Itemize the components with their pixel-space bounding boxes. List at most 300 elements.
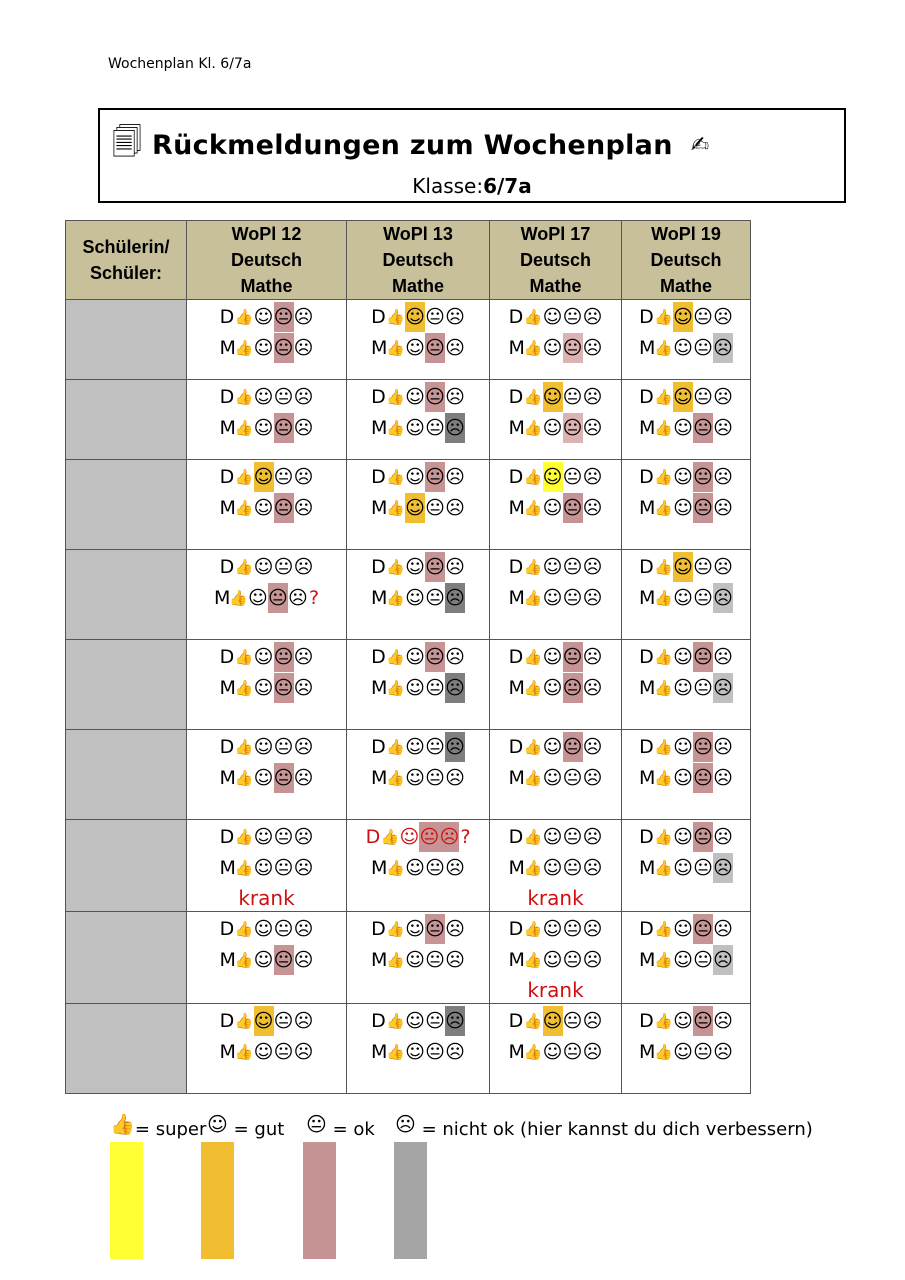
rating-line-m [347, 853, 489, 883]
thumbs-up-icon: 👍 [386, 951, 405, 969]
smiley-icon: ☺ [542, 1041, 563, 1063]
subject-letter: M [639, 587, 656, 609]
thumbs-up-icon: 👍 [523, 1043, 543, 1061]
thumbs-up-icon: 👍 [654, 1012, 673, 1030]
smiley-icon: ☺ [543, 382, 563, 412]
student-row [66, 912, 751, 1004]
smiley-icon: ☺ [543, 462, 563, 492]
smiley-icon: ☺ [673, 382, 693, 412]
frowning-face-icon: ☹ [713, 767, 733, 789]
rating-cell [490, 730, 622, 820]
thumbs-up-icon: 👍 [654, 738, 673, 756]
student-name-cell [66, 300, 187, 380]
smiley-icon: ☺ [253, 1041, 274, 1063]
neutral-face-icon: 😐 [562, 857, 583, 879]
subject-letter: M [371, 587, 388, 609]
subject-letter: D [371, 918, 386, 940]
smiley-icon: ☺ [673, 587, 693, 609]
rating-line-m [490, 333, 621, 363]
neutral-face-icon: 😐 [425, 914, 445, 944]
subject-letter: M [508, 337, 525, 359]
smiley-icon: ☺ [542, 497, 563, 519]
smiley-icon: ☺ [673, 918, 693, 940]
subject-letter: D [639, 1010, 654, 1032]
subject-letter: M [508, 1041, 525, 1063]
thumbs-up-icon: 👍 [523, 499, 543, 517]
smiley-icon: ☺ [253, 736, 274, 758]
subject-letter: M [508, 949, 525, 971]
thumbs-up-icon: 👍 [523, 859, 543, 877]
neutral-face-icon: 😐 [306, 1112, 327, 1136]
rating-line-m [347, 333, 489, 363]
thumbs-up-icon: 👍 [523, 828, 543, 846]
frowning-face-icon: ☹ [293, 386, 314, 408]
smiley-icon: ☺ [253, 949, 274, 971]
smiley-icon: ☺ [253, 386, 274, 408]
frowning-face-icon: ☹ [293, 826, 314, 848]
frowning-face-icon: ☹ [713, 826, 733, 848]
frowning-face-icon: ☹ [713, 306, 733, 328]
thumbs-up-icon: 👍 [523, 738, 543, 756]
subject-letter: D [639, 386, 654, 408]
frowning-face-icon: ☹ [293, 857, 314, 879]
subject-letter: D [219, 646, 235, 668]
frowning-face-icon: ☹ [582, 857, 603, 879]
subject-letter: D [219, 386, 235, 408]
rating-line-d [622, 822, 750, 852]
subject-letter: M [371, 677, 388, 699]
rating-line-m [187, 333, 346, 363]
rating-line-m [490, 1037, 621, 1067]
rating-cell [187, 820, 347, 912]
frowning-face-icon: ☹ [293, 918, 314, 940]
rating-line-m [187, 493, 346, 523]
frowning-face-icon: ☹ [582, 646, 603, 668]
smiley-icon: ☺ [405, 386, 425, 408]
rating-line-d [347, 302, 489, 332]
subject-letter: D [371, 736, 386, 758]
rating-cell [622, 380, 751, 460]
column-header-wopl12: WoPl 12 Deutsch Mathe [187, 221, 347, 300]
rating-line-d [490, 642, 621, 672]
frowning-face-icon: ☹ [582, 918, 603, 940]
thumbs-up-icon: 👍 [654, 339, 673, 357]
subject-letter: D [219, 736, 235, 758]
smiley-icon: ☺ [542, 587, 563, 609]
frowning-face-icon: ☹ [713, 1010, 733, 1032]
thumbs-up-icon: 👍 [523, 308, 543, 326]
rating-line-d [622, 1006, 750, 1036]
neutral-face-icon: 😐 [563, 413, 583, 443]
rating-cell [622, 640, 751, 730]
neutral-face-icon: 😐 [693, 949, 713, 971]
rating-cell [187, 1004, 347, 1094]
column-header-wopl19: WoPl 19 Deutsch Mathe [622, 221, 751, 300]
frowning-face-icon: ☹ [293, 677, 314, 699]
frowning-face-icon: ☹ [713, 1041, 733, 1063]
rating-line-m [622, 763, 750, 793]
rating-line-m [490, 945, 621, 975]
neutral-face-icon: 😐 [693, 857, 713, 879]
frowning-face-icon: ☹ [713, 497, 733, 519]
neutral-face-icon: 😐 [425, 587, 445, 609]
thumbs-up-icon: 👍 [234, 388, 254, 406]
neutral-face-icon: 😐 [273, 1010, 294, 1032]
frowning-face-icon: ☹ [293, 1041, 314, 1063]
frowning-face-icon: ☹ [582, 736, 603, 758]
smiley-icon: ☺ [405, 337, 425, 359]
neutral-face-icon: 😐 [562, 1010, 583, 1032]
neutral-face-icon: 😐 [563, 673, 583, 703]
subject-letter: M [213, 587, 231, 609]
student-row [66, 730, 751, 820]
student-name-cell [66, 640, 187, 730]
thumbs-up-icon: 👍 [386, 859, 405, 877]
rating-cell [622, 300, 751, 380]
thumbs-up-icon: 👍 [386, 1043, 405, 1061]
rating-line-m [347, 763, 489, 793]
frowning-face-icon: ☹ [293, 767, 314, 789]
subject-letter: D [371, 1010, 386, 1032]
neutral-face-icon: 😐 [693, 556, 713, 578]
rating-line-m [347, 493, 489, 523]
frowning-face-icon: ☹ [445, 497, 465, 519]
student-row [66, 1004, 751, 1094]
rating-line-m [347, 1037, 489, 1067]
smiley-icon: ☺ [673, 857, 693, 879]
rating-cell [490, 380, 622, 460]
neutral-face-icon: 😐 [274, 413, 294, 443]
rating-cell [347, 912, 490, 1004]
smiley-icon: ☺ [542, 918, 563, 940]
smiley-icon: ☺ [253, 556, 274, 578]
klasse-value: 6/7a [483, 174, 532, 198]
neutral-face-icon: 😐 [273, 857, 294, 879]
rating-cell [490, 550, 622, 640]
subject-letter: M [508, 417, 525, 439]
subject-letter: M [219, 857, 236, 879]
subject-letter: M [639, 1041, 656, 1063]
subject-letter: D [371, 556, 386, 578]
rating-cell [187, 640, 347, 730]
rating-line-m [187, 763, 346, 793]
rating-line-d [347, 1006, 489, 1036]
frowning-face-icon: ☹ [445, 646, 465, 668]
thumbs-up-icon: 👍 [523, 951, 543, 969]
smiley-icon: ☺ [405, 677, 425, 699]
rating-line-m [347, 583, 489, 613]
frowning-face-icon: ☹ [713, 918, 733, 940]
subject-letter: M [508, 767, 525, 789]
smiley-icon: ☺ [253, 677, 274, 699]
student-name-cell [66, 820, 187, 912]
frowning-face-icon: ☹ [582, 767, 603, 789]
thumbs-up-icon: 👍 [523, 339, 543, 357]
subject-letter: D [219, 306, 235, 328]
rating-cell [187, 380, 347, 460]
thumbs-up-icon: 👍 [110, 1112, 135, 1136]
neutral-face-icon: 😐 [693, 386, 713, 408]
student-name-cell [66, 1004, 187, 1094]
rating-line-d [622, 642, 750, 672]
frowning-face-icon: ☹ [445, 857, 465, 879]
neutral-face-icon: 😐 [425, 333, 445, 363]
smiley-icon: ☺ [542, 767, 563, 789]
rating-line-m [347, 945, 489, 975]
subject-letter: D [639, 736, 654, 758]
name-column-header: Schülerin/ Schüler: [66, 221, 187, 300]
rating-line-m [622, 673, 750, 703]
thumbs-up-icon: 👍 [654, 499, 673, 517]
thumbs-up-icon: 👍 [654, 308, 673, 326]
neutral-face-icon: 😐 [425, 677, 445, 699]
frowning-face-icon: ☹ [293, 556, 314, 578]
subject-letter: D [219, 918, 235, 940]
rating-cell [622, 460, 751, 550]
rating-line-d [187, 382, 346, 412]
subject-letter: D [371, 466, 386, 488]
thumbs-up-icon: 👍 [654, 419, 673, 437]
subject-letter: M [219, 497, 236, 519]
column-header-wopl13: WoPl 13 Deutsch Mathe [347, 221, 490, 300]
thumbs-up-icon: 👍 [386, 499, 405, 517]
neutral-face-icon: 😐 [419, 822, 439, 852]
neutral-face-icon: 😐 [425, 552, 445, 582]
thumbs-up-icon: 👍 [386, 419, 405, 437]
frowning-face-icon: ☹ [713, 333, 733, 363]
subject-letter: D [639, 826, 654, 848]
frowning-face-icon: ☹ [582, 1010, 603, 1032]
rating-cell [622, 550, 751, 640]
subject-letter: M [371, 497, 388, 519]
rating-cell [187, 300, 347, 380]
thumbs-up-icon: 👍 [654, 951, 673, 969]
thumbs-up-icon: 👍 [386, 738, 405, 756]
subject-letter: M [371, 767, 388, 789]
frowning-face-icon: ☹ [293, 306, 314, 328]
smiley-icon: ☺ [405, 857, 425, 879]
student-name-cell [66, 550, 187, 640]
rating-line-m [187, 1037, 346, 1067]
neutral-face-icon: 😐 [425, 642, 445, 672]
rating-cell [347, 730, 490, 820]
subject-letter: M [639, 337, 656, 359]
rating-line-d [622, 552, 750, 582]
frowning-face-icon: ☹ [713, 646, 733, 668]
rating-line-d [187, 914, 346, 944]
frowning-face-icon: ☹ [582, 466, 603, 488]
rating-line-d [347, 822, 489, 852]
rating-line-m [347, 673, 489, 703]
subject-letter: D [219, 466, 235, 488]
rating-line-d [187, 462, 346, 492]
subject-letter: D [639, 306, 654, 328]
student-row [66, 460, 751, 550]
question-mark: ? [308, 587, 320, 609]
subject-letter: M [371, 857, 388, 879]
smiley-icon: ☺ [254, 1006, 274, 1036]
rating-cell [187, 912, 347, 1004]
frowning-face-icon: ☹ [582, 826, 603, 848]
frowning-face-icon: ☹ [293, 497, 314, 519]
column-header-wopl17: WoPl 17 Deutsch Mathe [490, 221, 622, 300]
neutral-face-icon: 😐 [562, 1041, 583, 1063]
subject-letter: M [371, 337, 388, 359]
neutral-face-icon: 😐 [562, 587, 583, 609]
smiley-icon: ☺ [405, 417, 425, 439]
title-box [98, 108, 846, 203]
rating-line-d [622, 382, 750, 412]
subject-letter: M [639, 677, 656, 699]
rating-line-d [490, 462, 621, 492]
frowning-face-icon: ☹ [713, 736, 733, 758]
smiley-icon: ☺ [405, 587, 425, 609]
thumbs-up-icon: 👍 [386, 388, 405, 406]
frowning-face-icon: ☹ [445, 583, 465, 613]
rating-line-m [622, 413, 750, 443]
subject-letter: D [508, 918, 524, 940]
rating-cell [490, 912, 622, 1004]
thumbs-up-icon: 👍 [234, 468, 254, 486]
smiley-icon: ☺ [543, 1006, 563, 1036]
frowning-face-icon: ☹ [582, 497, 603, 519]
legend-color-bar-rose [303, 1142, 336, 1259]
rating-line-d [347, 914, 489, 944]
neutral-face-icon: 😐 [273, 736, 294, 758]
thumbs-up-icon: 👍 [234, 859, 254, 877]
thumbs-up-icon: 👍 [234, 339, 254, 357]
rating-line-d [490, 1006, 621, 1036]
rating-cell [622, 820, 751, 912]
subject-letter: D [639, 466, 654, 488]
thumbs-up-icon: 👍 [234, 828, 254, 846]
smiley-icon: ☺ [673, 736, 693, 758]
thumbs-up-icon: 👍 [654, 558, 673, 576]
smiley-icon: ☺ [405, 736, 425, 758]
thumbs-up-icon: 👍 [386, 558, 405, 576]
thumbs-up-icon: 👍 [654, 648, 673, 666]
thumbs-up-icon: 👍 [234, 769, 254, 787]
rating-cell [490, 820, 622, 912]
thumbs-up-icon: 👍 [523, 419, 543, 437]
rating-line-m [187, 945, 346, 975]
rating-line-d [187, 1006, 346, 1036]
subject-letter: M [508, 857, 525, 879]
neutral-face-icon: 😐 [273, 556, 294, 578]
rating-line-d [187, 732, 346, 762]
neutral-face-icon: 😐 [562, 466, 583, 488]
thumbs-up-icon: 👍 [523, 558, 543, 576]
neutral-face-icon: 😐 [562, 386, 583, 408]
thumbs-up-icon: 👍 [386, 339, 405, 357]
frowning-face-icon: ☹ [582, 417, 603, 439]
frowning-face-icon: ☹ [713, 386, 733, 408]
neutral-face-icon: 😐 [274, 642, 294, 672]
rating-line-m [490, 853, 621, 883]
rating-line-m [187, 583, 346, 613]
rating-cell [347, 380, 490, 460]
smiley-icon: ☺ [253, 497, 274, 519]
frowning-face-icon: ☹ [293, 646, 314, 668]
rating-line-m [347, 413, 489, 443]
rating-line-d [187, 552, 346, 582]
thumbs-up-icon: 👍 [523, 589, 543, 607]
frowning-face-icon: ☹ [713, 556, 733, 578]
subject-letter: D [219, 556, 235, 578]
frowning-face-icon: ☹ [713, 417, 733, 439]
frowning-face-icon: ☹ [293, 417, 314, 439]
header-row [66, 221, 751, 300]
subject-letter: D [508, 826, 524, 848]
title-row [112, 120, 709, 171]
frowning-face-icon: ☹ [293, 466, 314, 488]
neutral-face-icon: 😐 [693, 763, 713, 793]
rating-cell [187, 460, 347, 550]
neutral-face-icon: 😐 [274, 493, 294, 523]
rating-cell [347, 300, 490, 380]
neutral-face-icon: 😐 [273, 466, 294, 488]
frowning-face-icon: ☹ [582, 306, 603, 328]
rating-cell [187, 550, 347, 640]
neutral-face-icon: 😐 [425, 462, 445, 492]
frowning-face-icon: ☹ [445, 918, 465, 940]
thumbs-up-icon: 👍 [654, 1043, 673, 1061]
smiley-icon: ☺ [542, 826, 563, 848]
rating-cell [347, 1004, 490, 1094]
rating-line-d [347, 642, 489, 672]
frowning-face-icon: ☹ [445, 337, 465, 359]
rating-line-d [490, 732, 621, 762]
student-row [66, 380, 751, 460]
smiley-icon: ☺ [254, 462, 274, 492]
frowning-face-icon: ☹ [293, 337, 314, 359]
smiley-icon: ☺ [542, 556, 563, 578]
thumbs-up-icon: 👍 [234, 558, 254, 576]
smiley-icon: ☺ [673, 552, 693, 582]
subject-letter: D [365, 826, 381, 848]
thumbs-up-icon: 👍 [654, 859, 673, 877]
rating-line-d [622, 732, 750, 762]
smiley-icon: ☺ [405, 918, 425, 940]
rating-cell [187, 730, 347, 820]
thumbs-up-icon: 👍 [386, 679, 405, 697]
neutral-face-icon: 😐 [425, 417, 445, 439]
page-title: Rückmeldungen zum Wochenplan [152, 130, 673, 161]
thumbs-up-icon: 👍 [234, 679, 254, 697]
thumbs-up-icon: 👍 [234, 951, 254, 969]
rating-line-m [490, 763, 621, 793]
rating-line-m [622, 493, 750, 523]
subject-letter: M [371, 1041, 388, 1063]
absence-note: krank [527, 978, 584, 1002]
rating-line-d [490, 552, 621, 582]
neutral-face-icon: 😐 [693, 822, 713, 852]
smiley-icon: ☺ [542, 677, 563, 699]
legend-color-bar-gray [394, 1142, 427, 1259]
frowning-face-icon: ☹ [439, 822, 459, 852]
subject-letter: D [639, 918, 654, 940]
question-mark: ? [460, 826, 471, 848]
smiley-icon: ☺ [542, 949, 563, 971]
smiley-icon: ☺ [542, 857, 563, 879]
neutral-face-icon: 😐 [274, 333, 294, 363]
neutral-face-icon: 😐 [693, 732, 713, 762]
neutral-face-icon: 😐 [273, 826, 294, 848]
student-row [66, 550, 751, 640]
subject-letter: M [219, 417, 236, 439]
neutral-face-icon: 😐 [273, 1041, 294, 1063]
student-row [66, 640, 751, 730]
